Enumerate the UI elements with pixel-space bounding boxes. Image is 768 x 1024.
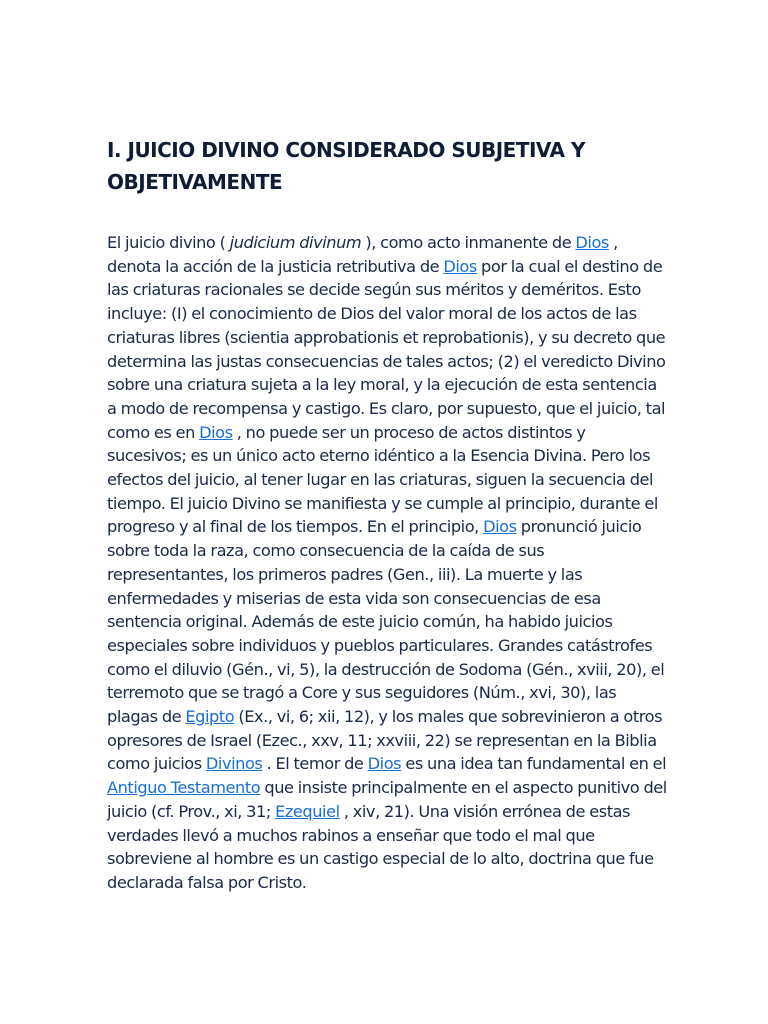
text-run: pronunció juicio sobre toda la raza, como consecuencia de la caída de sus representantes, los primeros padres (Gen., iii). La muerte y las enfermedades y miserias de esta vida son consecuencias de esa sentencia original. Además de este juicio común, ha habido juicios especiales sobre individuos y pueblos particulares. Grandes catástrofes como el diluvio (Gén., vi, 5), la destrucción de Sodoma (Gén., xviii, 20), el terremoto que se tragó a Core y sus seguidores (Núm., xvi, 30), las plagas de <box>107 517 665 727</box>
link-dios[interactable]: Dios <box>483 517 517 537</box>
section-title: I. JUICIO DIVINO CONSIDERADO SUBJETIVA Y OBJETIVAMENTE <box>107 138 585 194</box>
text-run: , denota la acción de la justicia retributiva de <box>107 233 618 276</box>
text-run: El juicio divino ( <box>107 233 230 252</box>
text-run: (Ex., vi, 6; xii, 12), y los males que sobrevinieron a otros opresores de Israel (Ezec., xxv, 11; xxviii, 22) se representan en la Biblia como juicios <box>107 707 663 774</box>
text-run: que insiste principalmente en el aspecto punitivo del juicio (cf. Prov., xi, 31; <box>107 778 667 821</box>
text-run: por la cual el destino de las criaturas racionales se decide según sus méritos y deméritos. Esto incluye: (I) el conocimiento de Dios del valor moral de los actos de las criaturas libres (scientia approbationis et reprobationis), y su decreto que determina las justas consecuencias de tales actos; (2) el veredicto Divino sobre una criatura sujeta a la ley moral, y la ejecución de esta sentencia a modo de recompensa y castigo. Es claro, por supuesto, que el juicio, tal como es en <box>107 256 666 442</box>
link-antiguo-testamento[interactable]: Antiguo Testamento <box>107 778 261 798</box>
article-paragraph <box>107 231 667 895</box>
text-run: es una idea tan fundamental en el <box>401 754 667 774</box>
text-run: , no puede ser un proceso de actos distintos y sucesivos; es un único acto eterno idéntico a la Esencia Divina. Pero los efectos del juicio, al tener lugar en las criaturas, siguen la secuencia del tiempo. El juicio Divino se manifiesta y se cumple al principio, durante el progreso y al final de los tiempos. En el principio, <box>107 422 658 537</box>
link-dios[interactable]: Dios <box>199 422 233 442</box>
document-page <box>107 134 667 895</box>
text-run: . El temor de <box>262 754 368 774</box>
latin-term: judicium divinum <box>229 233 362 252</box>
link-divinos[interactable]: Divinos <box>205 754 263 774</box>
link-dios[interactable]: Dios <box>367 754 402 774</box>
text-run: , xiv, 21). Una visión errónea de estas verdades llevó a muchos rabinos a enseñar que todo el mal que sobreviene al hombre es un castigo especial de lo alto, doctrina que fue declarada falsa por Cristo. <box>107 801 654 892</box>
text-run: ), como acto inmanente de <box>361 233 576 252</box>
link-dios[interactable]: Dios <box>575 233 609 252</box>
link-ezequiel[interactable]: Ezequiel <box>275 801 340 821</box>
link-egipto[interactable]: Egipto <box>185 707 235 727</box>
link-dios[interactable]: Dios <box>443 256 477 276</box>
